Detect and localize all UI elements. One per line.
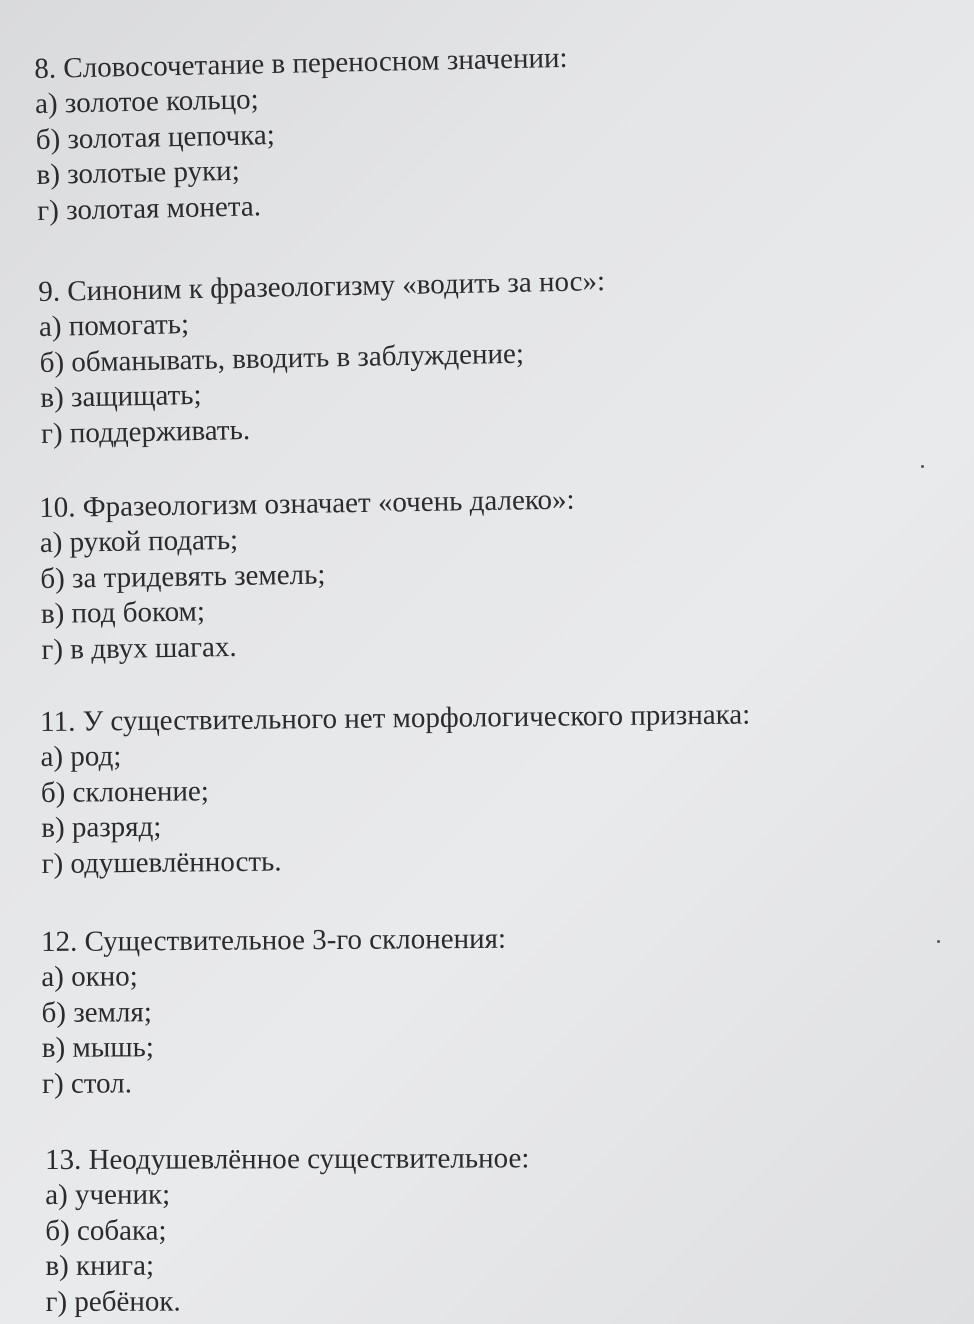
answer-options — [41, 957, 507, 1102]
answer-options — [40, 733, 752, 882]
answer-options — [39, 299, 608, 452]
answer-option: б) обманывать, вводить в заблуждение; — [39, 337, 525, 379]
answer-options — [45, 1176, 530, 1320]
answer-option: а) род; — [40, 740, 122, 773]
paper-speck — [921, 465, 924, 468]
question-8 — [34, 41, 571, 229]
answer-option: б) собака; — [45, 1214, 167, 1247]
answer-option: б) за тридевять земель; — [40, 558, 326, 595]
answer-options — [40, 518, 577, 668]
question-title: 13. Неодушевлённое существительное: — [45, 1142, 530, 1176]
answer-option: г) золотая монета. — [36, 189, 262, 227]
answer-option: в) защищать; — [40, 378, 202, 414]
answer-option: г) стол. — [41, 1066, 133, 1100]
answer-option: а) ученик; — [45, 1178, 171, 1211]
paper-speck — [937, 940, 940, 943]
question-title: 10. Фразеологизм означает «очень далеко»: — [39, 483, 575, 524]
question-title: 12. Существительное 3-го склонения: — [41, 922, 507, 958]
question-9 — [38, 264, 608, 452]
question-13 — [45, 1141, 530, 1320]
answer-options — [35, 76, 571, 229]
answer-option: г) ребёнок. — [45, 1285, 181, 1318]
question-12 — [41, 922, 507, 1102]
answer-option: а) окно; — [41, 960, 138, 993]
answer-option: б) земля; — [41, 995, 152, 1029]
answer-option: б) склонение; — [40, 774, 210, 809]
answer-option: в) под боком; — [40, 595, 206, 630]
question-10 — [39, 483, 577, 668]
question-title: 8. Словосочетание в переносном значении: — [34, 41, 568, 85]
question-title: 11. У существительного нет морфологического признака: — [40, 698, 751, 738]
question-11 — [40, 698, 752, 882]
answer-option: г) одушевлённость. — [41, 844, 282, 880]
answer-option: б) золотая цепочка; — [35, 118, 276, 156]
answer-option: а) рукой подать; — [39, 523, 239, 559]
question-title: 9. Синоним к фразеологизму «водить за нос»: — [38, 265, 606, 308]
answer-option: в) книга; — [45, 1249, 155, 1282]
answer-option: а) помогать; — [38, 308, 190, 343]
answer-option: а) золотое кольцо; — [34, 83, 259, 120]
answer-option: в) мышь; — [41, 1031, 155, 1064]
answer-option: г) в двух шагах. — [41, 630, 237, 666]
answer-option: г) поддерживать. — [40, 413, 251, 450]
answer-option: в) разряд; — [41, 810, 162, 844]
answer-option: в) золотые руки; — [36, 154, 241, 191]
